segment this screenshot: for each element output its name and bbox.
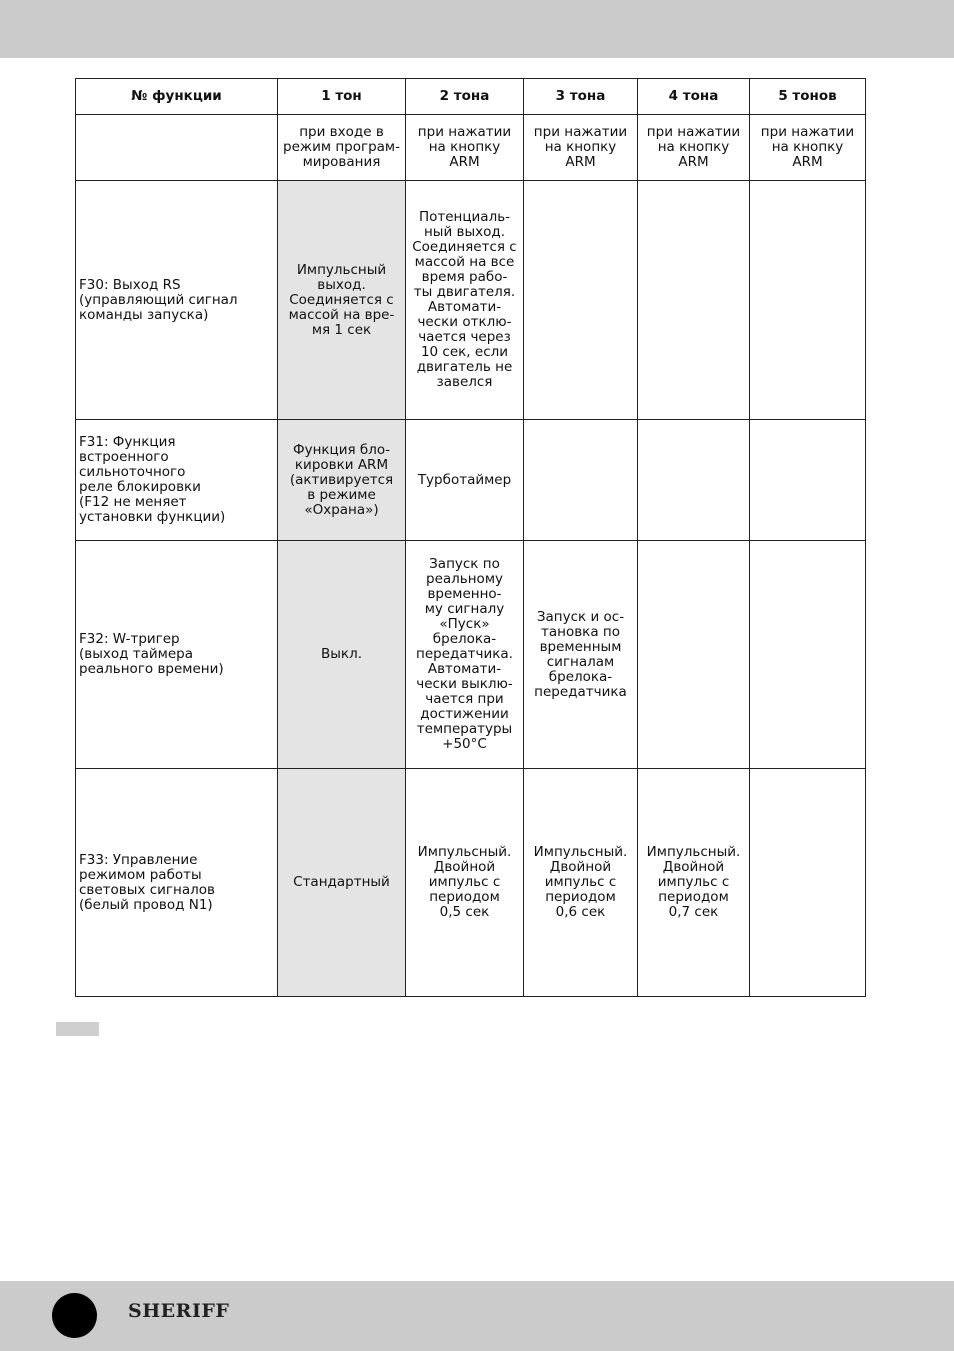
table-cell: Запуск по реальному временно- му сигналу «Пуск» брелока- передатчика. Автомати- чески выклю- чается при достижении температуры +50°С <box>406 541 524 769</box>
table-cell: Функция бло- кировки ARM (активируется в режиме «Охрана») <box>278 420 406 541</box>
table-cell <box>524 181 638 420</box>
table-cell <box>638 420 750 541</box>
table-row-f30 <box>76 181 866 420</box>
table-cell: Стандартный <box>278 769 406 997</box>
subheader-cell: при нажатии на кнопку ARM <box>524 115 638 181</box>
table-cell <box>750 541 866 769</box>
table-cell <box>524 420 638 541</box>
brand-logo: SHERIFF <box>128 1300 230 1322</box>
table-cell: Импульсный. Двойной импульс с периодом 0,7 сек <box>638 769 750 997</box>
table-cell: Импульсный выход. Соединяется с массой на вре- мя 1 сек <box>278 181 406 420</box>
table-cell: Импульсный. Двойной импульс с периодом 0,6 сек <box>524 769 638 997</box>
table-cell: Импульсный. Двойной импульс с периодом 0,5 сек <box>406 769 524 997</box>
subheader-cell <box>76 115 278 181</box>
header-band <box>0 0 954 58</box>
table-cell <box>638 181 750 420</box>
table-cell <box>750 181 866 420</box>
function-name-cell: F33: Управление режимом работы световых сигналов (белый провод N1) <box>76 769 278 997</box>
table-cell: Выкл. <box>278 541 406 769</box>
table-cell: Турботаймер <box>406 420 524 541</box>
section-marker <box>56 1022 99 1036</box>
table-cell: Запуск и ос- тановка по временным сигналам брелока- передатчика <box>524 541 638 769</box>
subheader-cell: при входе в режим програм- мирования <box>278 115 406 181</box>
table-row-f31 <box>76 420 866 541</box>
header-tone-3: 3 тона <box>524 79 638 115</box>
table-cell <box>638 541 750 769</box>
table-row-f33 <box>76 769 866 997</box>
header-tone-5: 5 тонов <box>750 79 866 115</box>
table-cell <box>750 769 866 997</box>
header-tone-2: 2 тона <box>406 79 524 115</box>
table-row-f32 <box>76 541 866 769</box>
table-subheader-row <box>76 115 866 181</box>
subheader-cell: при нажатии на кнопку ARM <box>406 115 524 181</box>
table-header-row <box>76 79 866 115</box>
subheader-cell: при нажатии на кнопку ARM <box>638 115 750 181</box>
subheader-cell: при нажатии на кнопку ARM <box>750 115 866 181</box>
function-name-cell: F31: Функция встроенного сильноточного реле блокировки (F12 не меняет установки функции) <box>76 420 278 541</box>
page-number-circle <box>52 1293 97 1338</box>
function-table <box>75 78 866 997</box>
function-name-cell: F32: W-тригер (выход таймера реального времени) <box>76 541 278 769</box>
header-tone-1: 1 тон <box>278 79 406 115</box>
table-cell: Потенциаль- ный выход. Соединяется с массой на все время рабо- ты двигателя. Автомати- чески отклю- чается через 10 сек, если двигатель не завелся <box>406 181 524 420</box>
table-cell <box>750 420 866 541</box>
header-function-number: № функции <box>76 79 278 115</box>
function-name-cell: F30: Выход RS (управляющий сигнал команды запуска) <box>76 181 278 420</box>
header-tone-4: 4 тона <box>638 79 750 115</box>
